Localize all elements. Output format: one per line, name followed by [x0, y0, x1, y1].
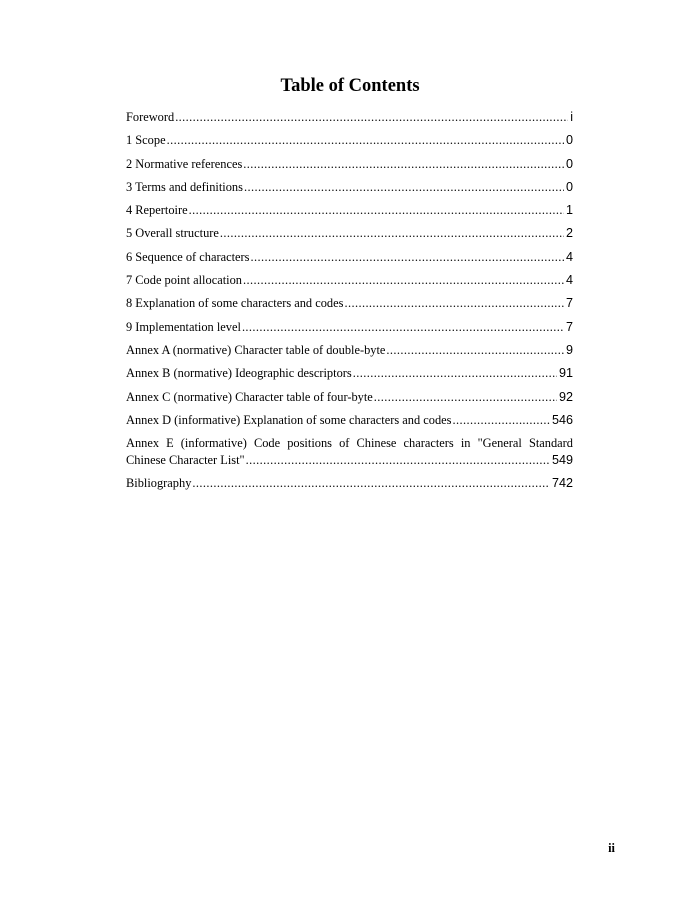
toc-entry-implementation-level[interactable]: [126, 316, 573, 339]
toc-entry-page: 7: [565, 319, 573, 334]
toc-entry-normative-references[interactable]: [126, 153, 573, 176]
toc-leader-dots: [244, 176, 564, 199]
toc-entry-page: 2: [565, 226, 573, 241]
toc-leader-dots: [452, 409, 550, 432]
toc-entry-overall-structure[interactable]: [126, 222, 573, 245]
page-number: ii: [608, 841, 615, 855]
toc-entry-page: 4: [565, 273, 573, 288]
toc-entry-label: Bibliography: [126, 476, 192, 491]
toc-entry-sequence-of-characters[interactable]: [126, 246, 573, 269]
toc-entry-page: 549: [551, 453, 573, 468]
toc-leader-dots: [192, 472, 550, 495]
toc-leader-dots: [243, 269, 564, 292]
toc-entry-label: Annex A (normative) Character table of double-byte: [126, 342, 386, 357]
toc-entry-explanation[interactable]: [126, 292, 573, 315]
toc-entry-page: 92: [558, 389, 573, 404]
toc-entry-foreword[interactable]: [126, 106, 573, 129]
toc-entry-label: 5 Overall structure: [126, 226, 219, 241]
toc-leader-dots: [167, 129, 564, 152]
toc-entry-page: 91: [558, 366, 573, 381]
toc-entry-page: 7: [565, 296, 573, 311]
toc-entry-label: Annex B (normative) Ideographic descriptors: [126, 366, 352, 381]
toc-entry-label: 6 Sequence of characters: [126, 249, 250, 264]
toc-entry-label: 3 Terms and definitions: [126, 179, 243, 194]
toc-entry-label: Annex C (normative) Character table of four-byte: [126, 389, 373, 404]
toc-entry-terms-and-definitions[interactable]: [126, 176, 573, 199]
toc-leader-dots: [344, 292, 564, 315]
toc-entry-page: i: [570, 110, 573, 124]
toc-leader-dots: [220, 222, 564, 245]
toc-entry-label-line2: Chinese Character List": [126, 453, 245, 468]
toc-entry-annex-c[interactable]: [126, 386, 573, 409]
toc-entry-page: 0: [565, 156, 573, 171]
toc-entry-repertoire[interactable]: [126, 199, 573, 222]
toc-entry-line2: [126, 452, 573, 469]
toc-leader-dots: [242, 316, 564, 339]
toc-entry-annex-d[interactable]: [126, 409, 573, 432]
toc-entry-page: 742: [551, 476, 573, 491]
toc-entry-label-line1: Annex E (informative) Code positions of Chinese characters in "General Standard: [126, 436, 573, 451]
toc-entry-page: 0: [565, 133, 573, 148]
toc-entry-annex-b[interactable]: [126, 362, 573, 385]
toc-entry-scope[interactable]: [126, 129, 573, 152]
table-of-contents: [126, 106, 573, 496]
toc-leader-dots: [353, 362, 557, 385]
toc-entry-label: 1 Scope: [126, 133, 166, 148]
toc-entry-bibliography[interactable]: [126, 472, 573, 495]
toc-leader-dots: [251, 246, 564, 269]
toc-entry-label: Annex D (informative) Explanation of some characters and codes: [126, 412, 452, 427]
toc-entry-label: 2 Normative references: [126, 156, 243, 171]
toc-entry-label: 8 Explanation of some characters and codes: [126, 296, 344, 311]
toc-entry-page: 9: [565, 342, 573, 357]
toc-entry-page: 4: [565, 249, 573, 264]
toc-entry-code-point-allocation[interactable]: [126, 269, 573, 292]
toc-leader-dots: [374, 386, 557, 409]
toc-entry-page: 546: [551, 412, 573, 427]
toc-entry-page: 0: [565, 179, 573, 194]
toc-entry-annex-e[interactable]: [126, 432, 573, 472]
toc-leader-dots: [175, 106, 568, 129]
toc-entry-page: 1: [565, 203, 573, 218]
toc-leader-dots: [246, 452, 550, 469]
page-title: Table of Contents: [280, 76, 420, 96]
toc-leader-dots: [386, 339, 564, 362]
toc-entry-label: 7 Code point allocation: [126, 273, 242, 288]
toc-leader-dots: [189, 199, 564, 222]
toc-leader-dots: [243, 153, 564, 176]
toc-entry-label: 4 Repertoire: [126, 203, 188, 218]
toc-entry-label: Foreword: [126, 110, 175, 124]
toc-entry-annex-a[interactable]: [126, 339, 573, 362]
toc-entry-label: 9 Implementation level: [126, 319, 241, 334]
